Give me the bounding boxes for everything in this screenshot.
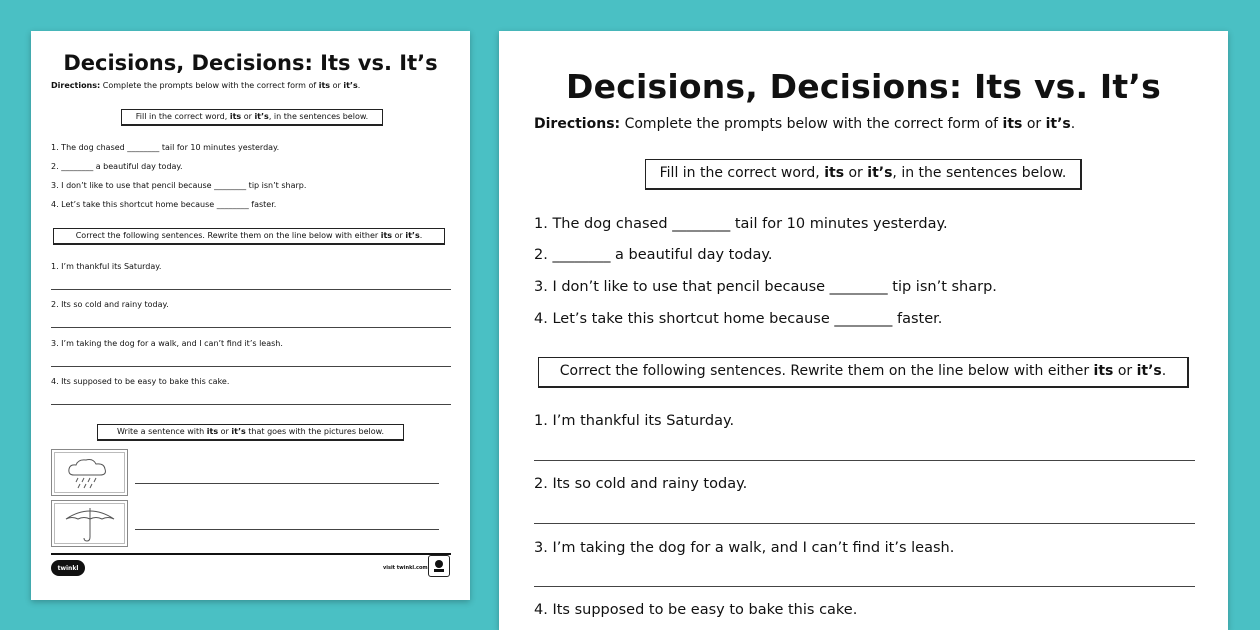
worksheet-zoomed	[499, 31, 1228, 630]
umbrella-icon	[60, 505, 120, 543]
correct-item: 4. Its supposed to be easy to bake this cake.	[534, 602, 858, 618]
picture-frame	[51, 449, 128, 496]
footer-visit-text: visit twinkl.com	[383, 565, 428, 571]
twinkl-logo: twinkl	[51, 560, 85, 576]
correct-item: 3. I’m taking the dog for a walk, and I can’t find it’s leash.	[51, 339, 283, 348]
fill-item: 4. Let’s take this shortcut home because ________ faster.	[534, 311, 943, 327]
correct-item: 1. I’m thankful its Saturday.	[51, 262, 162, 271]
fill-item: 1. The dog chased ________ tail for 10 minutes yesterday.	[534, 216, 948, 232]
directions: Directions: Complete the prompts below with the correct form of its or it’s.	[51, 81, 361, 90]
fill-item: 1. The dog chased ________ tail for 10 minutes yesterday.	[51, 143, 280, 152]
footer-divider	[51, 553, 451, 555]
writing-line[interactable]	[135, 529, 439, 530]
directions: Directions: Complete the prompts below with the correct form of its or it’s.	[534, 116, 1076, 132]
writing-line[interactable]	[534, 523, 1195, 524]
writing-line[interactable]	[51, 289, 451, 290]
writing-line[interactable]	[534, 460, 1195, 461]
picture-frame	[51, 500, 128, 547]
rain-cloud-icon	[60, 455, 120, 491]
writing-line[interactable]	[51, 327, 451, 328]
section-3-instructions: Write a sentence with its or it’s that goes with the pictures below.	[97, 424, 404, 441]
correct-item: 3. I’m taking the dog for a walk, and I can’t find it’s leash.	[534, 540, 955, 556]
worksheet-title: Decisions, Decisions: Its vs. It’s	[566, 67, 1161, 106]
section-1-instructions: Fill in the correct word, its or it’s, in the sentences below.	[645, 159, 1082, 190]
writing-line[interactable]	[51, 404, 451, 405]
correct-item: 1. I’m thankful its Saturday.	[534, 413, 735, 429]
section-1-instructions: Fill in the correct word, its or it’s, in the sentences below.	[121, 109, 383, 126]
worksheet-thumbnail	[31, 31, 470, 600]
section-2-instructions: Correct the following sentences. Rewrite them on the line below with either its or it’s.	[538, 357, 1189, 388]
writing-line[interactable]	[534, 586, 1195, 587]
correct-item: 2. Its so cold and rainy today.	[51, 300, 169, 309]
fill-item: 2. ________ a beautiful day today.	[534, 247, 773, 263]
fill-item: 4. Let’s take this shortcut home because ________ faster.	[51, 200, 277, 209]
correct-item: 2. Its so cold and rainy today.	[534, 476, 748, 492]
fill-item: 3. I don’t like to use that pencil because ________ tip isn’t sharp.	[534, 279, 997, 295]
correct-item: 4. Its supposed to be easy to bake this cake.	[51, 377, 230, 386]
writing-line[interactable]	[51, 366, 451, 367]
worksheet-title: Decisions, Decisions: Its vs. It’s	[63, 51, 438, 75]
writing-line[interactable]	[135, 483, 439, 484]
fill-item: 2. ________ a beautiful day today.	[51, 162, 183, 171]
fill-item: 3. I don’t like to use that pencil because ________ tip isn’t sharp.	[51, 181, 307, 190]
quality-badge-icon	[428, 555, 450, 577]
section-2-instructions: Correct the following sentences. Rewrite them on the line below with either its or it’s.	[53, 228, 445, 245]
